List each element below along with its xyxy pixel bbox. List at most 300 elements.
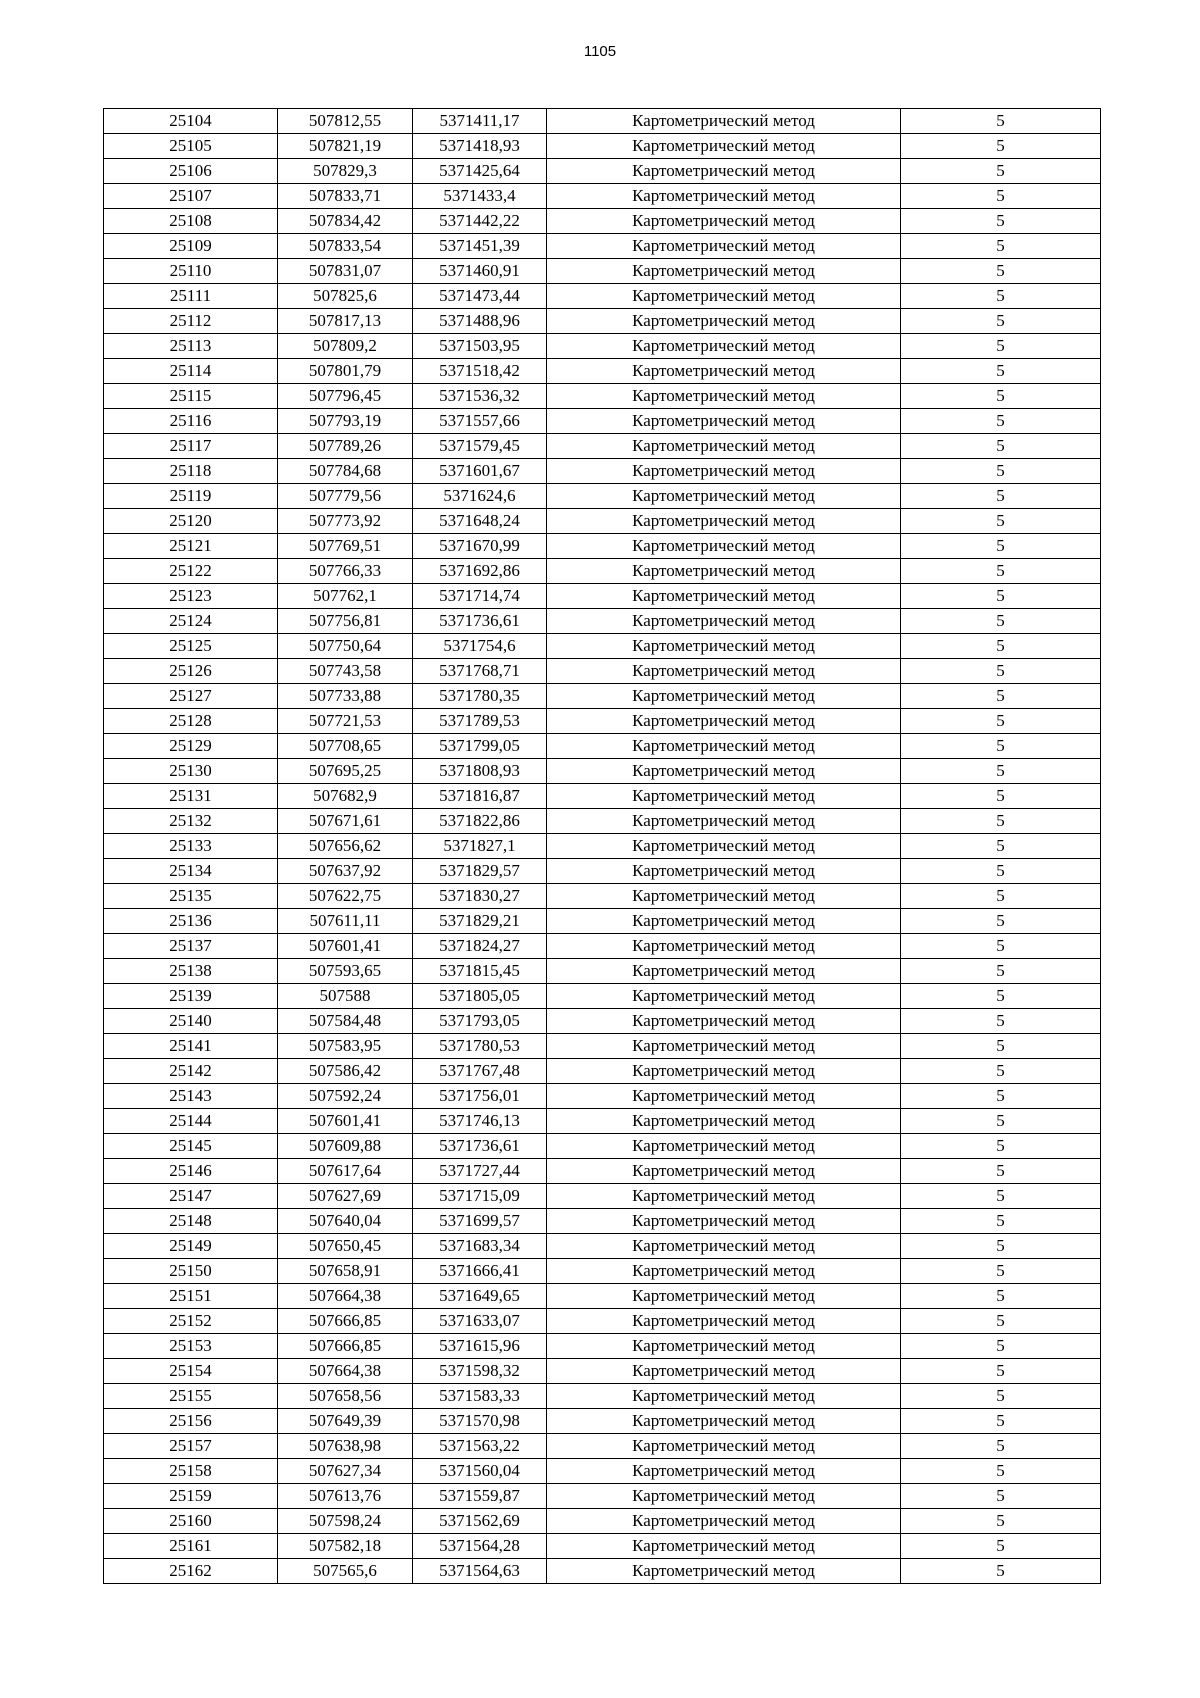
point-number-cell: 25147	[104, 1184, 278, 1209]
x-coordinate-cell: 507565,6	[278, 1559, 413, 1584]
x-coordinate-cell: 507601,41	[278, 1109, 413, 1134]
y-coordinate-cell: 5371799,05	[413, 734, 547, 759]
point-number-cell: 25157	[104, 1434, 278, 1459]
accuracy-cell: 5	[901, 1209, 1101, 1234]
table-row	[104, 1184, 1101, 1209]
x-coordinate-cell: 507601,41	[278, 934, 413, 959]
page-number: 1105	[583, 43, 617, 60]
method-cell: Картометрический метод	[547, 1134, 901, 1159]
table-row	[104, 409, 1101, 434]
accuracy-cell: 5	[901, 609, 1101, 634]
y-coordinate-cell: 5371411,17	[413, 109, 547, 134]
y-coordinate-cell: 5371805,05	[413, 984, 547, 1009]
table-row	[104, 559, 1101, 584]
x-coordinate-cell: 507622,75	[278, 884, 413, 909]
y-coordinate-cell: 5371816,87	[413, 784, 547, 809]
x-coordinate-cell: 507650,45	[278, 1234, 413, 1259]
accuracy-cell: 5	[901, 1309, 1101, 1334]
point-number-cell: 25115	[104, 384, 278, 409]
point-number-cell: 25108	[104, 209, 278, 234]
y-coordinate-cell: 5371557,66	[413, 409, 547, 434]
table-row	[104, 1409, 1101, 1434]
point-number-cell: 25132	[104, 809, 278, 834]
y-coordinate-cell: 5371699,57	[413, 1209, 547, 1234]
x-coordinate-cell: 507834,42	[278, 209, 413, 234]
x-coordinate-cell: 507666,85	[278, 1334, 413, 1359]
table-row	[104, 734, 1101, 759]
method-cell: Картометрический метод	[547, 984, 901, 1009]
accuracy-cell: 5	[901, 1484, 1101, 1509]
table-row	[104, 109, 1101, 134]
y-coordinate-cell: 5371536,32	[413, 384, 547, 409]
x-coordinate-cell: 507708,65	[278, 734, 413, 759]
y-coordinate-cell: 5371789,53	[413, 709, 547, 734]
method-cell: Картометрический метод	[547, 959, 901, 984]
point-number-cell: 25142	[104, 1059, 278, 1084]
point-number-cell: 25125	[104, 634, 278, 659]
coordinates-table-body	[104, 109, 1101, 1584]
y-coordinate-cell: 5371746,13	[413, 1109, 547, 1134]
point-number-cell: 25161	[104, 1534, 278, 1559]
method-cell: Картометрический метод	[547, 634, 901, 659]
x-coordinate-cell: 507583,95	[278, 1034, 413, 1059]
y-coordinate-cell: 5371780,35	[413, 684, 547, 709]
point-number-cell: 25128	[104, 709, 278, 734]
x-coordinate-cell: 507831,07	[278, 259, 413, 284]
method-cell: Картометрический метод	[547, 834, 901, 859]
table-row	[104, 1509, 1101, 1534]
table-row	[104, 609, 1101, 634]
table-row	[104, 1109, 1101, 1134]
table-row	[104, 684, 1101, 709]
method-cell: Картометрический метод	[547, 484, 901, 509]
x-coordinate-cell: 507784,68	[278, 459, 413, 484]
y-coordinate-cell: 5371598,32	[413, 1359, 547, 1384]
y-coordinate-cell: 5371727,44	[413, 1159, 547, 1184]
accuracy-cell: 5	[901, 1184, 1101, 1209]
x-coordinate-cell: 507812,55	[278, 109, 413, 134]
x-coordinate-cell: 507609,88	[278, 1134, 413, 1159]
accuracy-cell: 5	[901, 1109, 1101, 1134]
table-row	[104, 1134, 1101, 1159]
accuracy-cell: 5	[901, 1059, 1101, 1084]
x-coordinate-cell: 507627,69	[278, 1184, 413, 1209]
point-number-cell: 25124	[104, 609, 278, 634]
method-cell: Картометрический метод	[547, 159, 901, 184]
method-cell: Картометрический метод	[547, 684, 901, 709]
method-cell: Картометрический метод	[547, 1359, 901, 1384]
point-number-cell: 25110	[104, 259, 278, 284]
x-coordinate-cell: 507649,39	[278, 1409, 413, 1434]
method-cell: Картометрический метод	[547, 809, 901, 834]
point-number-cell: 25119	[104, 484, 278, 509]
method-cell: Картометрический метод	[547, 334, 901, 359]
method-cell: Картометрический метод	[547, 534, 901, 559]
method-cell: Картометрический метод	[547, 1534, 901, 1559]
point-number-cell: 25134	[104, 859, 278, 884]
method-cell: Картометрический метод	[547, 734, 901, 759]
y-coordinate-cell: 5371451,39	[413, 234, 547, 259]
accuracy-cell: 5	[901, 109, 1101, 134]
x-coordinate-cell: 507796,45	[278, 384, 413, 409]
method-cell: Картометрический метод	[547, 209, 901, 234]
y-coordinate-cell: 5371570,98	[413, 1409, 547, 1434]
table-row	[104, 384, 1101, 409]
coordinates-table	[103, 108, 1101, 1584]
table-row	[104, 634, 1101, 659]
x-coordinate-cell: 507833,54	[278, 234, 413, 259]
point-number-cell: 25155	[104, 1384, 278, 1409]
table-row	[104, 584, 1101, 609]
method-cell: Картометрический метод	[547, 234, 901, 259]
table-row	[104, 1159, 1101, 1184]
y-coordinate-cell: 5371793,05	[413, 1009, 547, 1034]
x-coordinate-cell: 507586,42	[278, 1059, 413, 1084]
y-coordinate-cell: 5371433,4	[413, 184, 547, 209]
method-cell: Картометрический метод	[547, 309, 901, 334]
point-number-cell: 25145	[104, 1134, 278, 1159]
y-coordinate-cell: 5371460,91	[413, 259, 547, 284]
y-coordinate-cell: 5371692,86	[413, 559, 547, 584]
point-number-cell: 25114	[104, 359, 278, 384]
method-cell: Картометрический метод	[547, 884, 901, 909]
method-cell: Картометрический метод	[547, 434, 901, 459]
accuracy-cell: 5	[901, 1334, 1101, 1359]
table-row	[104, 1284, 1101, 1309]
point-number-cell: 25148	[104, 1209, 278, 1234]
table-row	[104, 484, 1101, 509]
point-number-cell: 25159	[104, 1484, 278, 1509]
x-coordinate-cell: 507756,81	[278, 609, 413, 634]
method-cell: Картометрический метод	[547, 1284, 901, 1309]
table-row	[104, 1309, 1101, 1334]
point-number-cell: 25158	[104, 1459, 278, 1484]
table-row	[104, 984, 1101, 1009]
method-cell: Картометрический метод	[547, 759, 901, 784]
x-coordinate-cell: 507640,04	[278, 1209, 413, 1234]
y-coordinate-cell: 5371829,21	[413, 909, 547, 934]
method-cell: Картометрический метод	[547, 784, 901, 809]
point-number-cell: 25133	[104, 834, 278, 859]
accuracy-cell: 5	[901, 184, 1101, 209]
point-number-cell: 25146	[104, 1159, 278, 1184]
x-coordinate-cell: 507656,62	[278, 834, 413, 859]
y-coordinate-cell: 5371564,63	[413, 1559, 547, 1584]
point-number-cell: 25152	[104, 1309, 278, 1334]
method-cell: Картометрический метод	[547, 609, 901, 634]
point-number-cell: 25116	[104, 409, 278, 434]
y-coordinate-cell: 5371564,28	[413, 1534, 547, 1559]
table-row	[104, 209, 1101, 234]
table-row	[104, 1334, 1101, 1359]
x-coordinate-cell: 507817,13	[278, 309, 413, 334]
table-row	[104, 134, 1101, 159]
table-row	[104, 534, 1101, 559]
method-cell: Картометрический метод	[547, 134, 901, 159]
x-coordinate-cell: 507695,25	[278, 759, 413, 784]
x-coordinate-cell: 507666,85	[278, 1309, 413, 1334]
accuracy-cell: 5	[901, 234, 1101, 259]
accuracy-cell: 5	[901, 809, 1101, 834]
point-number-cell: 25136	[104, 909, 278, 934]
accuracy-cell: 5	[901, 334, 1101, 359]
y-coordinate-cell: 5371736,61	[413, 609, 547, 634]
y-coordinate-cell: 5371666,41	[413, 1259, 547, 1284]
accuracy-cell: 5	[901, 1159, 1101, 1184]
accuracy-cell: 5	[901, 634, 1101, 659]
x-coordinate-cell: 507762,1	[278, 584, 413, 609]
y-coordinate-cell: 5371768,71	[413, 659, 547, 684]
point-number-cell: 25111	[104, 284, 278, 309]
method-cell: Картометрический метод	[547, 1559, 901, 1584]
method-cell: Картометрический метод	[547, 1109, 901, 1134]
table-row	[104, 309, 1101, 334]
table-row	[104, 1384, 1101, 1409]
method-cell: Картометрический метод	[547, 1009, 901, 1034]
point-number-cell: 25126	[104, 659, 278, 684]
x-coordinate-cell: 507588	[278, 984, 413, 1009]
point-number-cell: 25150	[104, 1259, 278, 1284]
table-row	[104, 1459, 1101, 1484]
x-coordinate-cell: 507592,24	[278, 1084, 413, 1109]
method-cell: Картометрический метод	[547, 1259, 901, 1284]
point-number-cell: 25137	[104, 934, 278, 959]
y-coordinate-cell: 5371683,34	[413, 1234, 547, 1259]
x-coordinate-cell: 507750,64	[278, 634, 413, 659]
method-cell: Картометрический метод	[547, 1034, 901, 1059]
point-number-cell: 25139	[104, 984, 278, 1009]
method-cell: Картометрический метод	[547, 934, 901, 959]
x-coordinate-cell: 507658,91	[278, 1259, 413, 1284]
y-coordinate-cell: 5371670,99	[413, 534, 547, 559]
table-row	[104, 459, 1101, 484]
point-number-cell: 25104	[104, 109, 278, 134]
y-coordinate-cell: 5371518,42	[413, 359, 547, 384]
accuracy-cell: 5	[901, 1084, 1101, 1109]
method-cell: Картометрический метод	[547, 659, 901, 684]
accuracy-cell: 5	[901, 959, 1101, 984]
accuracy-cell: 5	[901, 859, 1101, 884]
x-coordinate-cell: 507766,33	[278, 559, 413, 584]
method-cell: Картометрический метод	[547, 259, 901, 284]
method-cell: Картометрический метод	[547, 1484, 901, 1509]
x-coordinate-cell: 507658,56	[278, 1384, 413, 1409]
accuracy-cell: 5	[901, 834, 1101, 859]
accuracy-cell: 5	[901, 1234, 1101, 1259]
point-number-cell: 25105	[104, 134, 278, 159]
method-cell: Картометрический метод	[547, 384, 901, 409]
method-cell: Картометрический метод	[547, 359, 901, 384]
accuracy-cell: 5	[901, 934, 1101, 959]
table-row	[104, 959, 1101, 984]
table-row	[104, 934, 1101, 959]
x-coordinate-cell: 507664,38	[278, 1284, 413, 1309]
y-coordinate-cell: 5371633,07	[413, 1309, 547, 1334]
accuracy-cell: 5	[901, 709, 1101, 734]
point-number-cell: 25122	[104, 559, 278, 584]
method-cell: Картометрический метод	[547, 859, 901, 884]
accuracy-cell: 5	[901, 1509, 1101, 1534]
x-coordinate-cell: 507733,88	[278, 684, 413, 709]
accuracy-cell: 5	[901, 434, 1101, 459]
point-number-cell: 25141	[104, 1034, 278, 1059]
point-number-cell: 25140	[104, 1009, 278, 1034]
table-row	[104, 659, 1101, 684]
table-row	[104, 884, 1101, 909]
accuracy-cell: 5	[901, 1434, 1101, 1459]
y-coordinate-cell: 5371601,67	[413, 459, 547, 484]
accuracy-cell: 5	[901, 1034, 1101, 1059]
accuracy-cell: 5	[901, 459, 1101, 484]
accuracy-cell: 5	[901, 784, 1101, 809]
table-row	[104, 1259, 1101, 1284]
x-coordinate-cell: 507789,26	[278, 434, 413, 459]
point-number-cell: 25160	[104, 1509, 278, 1534]
accuracy-cell: 5	[901, 734, 1101, 759]
accuracy-cell: 5	[901, 1384, 1101, 1409]
table-row	[104, 509, 1101, 534]
accuracy-cell: 5	[901, 509, 1101, 534]
point-number-cell: 25144	[104, 1109, 278, 1134]
x-coordinate-cell: 507829,3	[278, 159, 413, 184]
y-coordinate-cell: 5371560,04	[413, 1459, 547, 1484]
y-coordinate-cell: 5371824,27	[413, 934, 547, 959]
point-number-cell: 25127	[104, 684, 278, 709]
accuracy-cell: 5	[901, 684, 1101, 709]
point-number-cell: 25117	[104, 434, 278, 459]
x-coordinate-cell: 507611,11	[278, 909, 413, 934]
method-cell: Картометрический метод	[547, 1209, 901, 1234]
table-row	[104, 1009, 1101, 1034]
point-number-cell: 25156	[104, 1409, 278, 1434]
x-coordinate-cell: 507809,2	[278, 334, 413, 359]
x-coordinate-cell: 507721,53	[278, 709, 413, 734]
accuracy-cell: 5	[901, 1259, 1101, 1284]
accuracy-cell: 5	[901, 209, 1101, 234]
x-coordinate-cell: 507769,51	[278, 534, 413, 559]
accuracy-cell: 5	[901, 884, 1101, 909]
method-cell: Картометрический метод	[547, 459, 901, 484]
accuracy-cell: 5	[901, 384, 1101, 409]
y-coordinate-cell: 5371503,95	[413, 334, 547, 359]
accuracy-cell: 5	[901, 1409, 1101, 1434]
accuracy-cell: 5	[901, 1559, 1101, 1584]
table-row	[104, 1059, 1101, 1084]
y-coordinate-cell: 5371754,6	[413, 634, 547, 659]
table-row	[104, 1234, 1101, 1259]
method-cell: Картометрический метод	[547, 1334, 901, 1359]
x-coordinate-cell: 507582,18	[278, 1534, 413, 1559]
table-row	[104, 434, 1101, 459]
y-coordinate-cell: 5371714,74	[413, 584, 547, 609]
accuracy-cell: 5	[901, 484, 1101, 509]
table-row	[104, 1084, 1101, 1109]
y-coordinate-cell: 5371473,44	[413, 284, 547, 309]
x-coordinate-cell: 507664,38	[278, 1359, 413, 1384]
method-cell: Картометрический метод	[547, 1409, 901, 1434]
x-coordinate-cell: 507821,19	[278, 134, 413, 159]
y-coordinate-cell: 5371649,65	[413, 1284, 547, 1309]
x-coordinate-cell: 507637,92	[278, 859, 413, 884]
accuracy-cell: 5	[901, 409, 1101, 434]
point-number-cell: 25151	[104, 1284, 278, 1309]
x-coordinate-cell: 507773,92	[278, 509, 413, 534]
point-number-cell: 25123	[104, 584, 278, 609]
point-number-cell: 25112	[104, 309, 278, 334]
point-number-cell: 25109	[104, 234, 278, 259]
table-row	[104, 1359, 1101, 1384]
accuracy-cell: 5	[901, 559, 1101, 584]
method-cell: Картометрический метод	[547, 709, 901, 734]
x-coordinate-cell: 507584,48	[278, 1009, 413, 1034]
x-coordinate-cell: 507793,19	[278, 409, 413, 434]
method-cell: Картометрический метод	[547, 184, 901, 209]
table-row	[104, 909, 1101, 934]
x-coordinate-cell: 507779,56	[278, 484, 413, 509]
y-coordinate-cell: 5371715,09	[413, 1184, 547, 1209]
point-number-cell: 25135	[104, 884, 278, 909]
x-coordinate-cell: 507833,71	[278, 184, 413, 209]
table-row	[104, 234, 1101, 259]
table-row	[104, 334, 1101, 359]
x-coordinate-cell: 507638,98	[278, 1434, 413, 1459]
method-cell: Картометрический метод	[547, 1234, 901, 1259]
y-coordinate-cell: 5371579,45	[413, 434, 547, 459]
table-row	[104, 284, 1101, 309]
table-row	[104, 1434, 1101, 1459]
x-coordinate-cell: 507627,34	[278, 1459, 413, 1484]
x-coordinate-cell: 507682,9	[278, 784, 413, 809]
accuracy-cell: 5	[901, 259, 1101, 284]
point-number-cell: 25162	[104, 1559, 278, 1584]
y-coordinate-cell: 5371767,48	[413, 1059, 547, 1084]
table-row	[104, 759, 1101, 784]
y-coordinate-cell: 5371562,69	[413, 1509, 547, 1534]
table-row	[104, 859, 1101, 884]
x-coordinate-cell: 507593,65	[278, 959, 413, 984]
table-row	[104, 159, 1101, 184]
point-number-cell: 25120	[104, 509, 278, 534]
table-row	[104, 1209, 1101, 1234]
method-cell: Картометрический метод	[547, 1084, 901, 1109]
method-cell: Картометрический метод	[547, 1434, 901, 1459]
method-cell: Картометрический метод	[547, 584, 901, 609]
method-cell: Картометрический метод	[547, 509, 901, 534]
point-number-cell: 25129	[104, 734, 278, 759]
y-coordinate-cell: 5371815,45	[413, 959, 547, 984]
accuracy-cell: 5	[901, 1134, 1101, 1159]
method-cell: Картометрический метод	[547, 1159, 901, 1184]
x-coordinate-cell: 507617,64	[278, 1159, 413, 1184]
table-row	[104, 184, 1101, 209]
y-coordinate-cell: 5371736,61	[413, 1134, 547, 1159]
accuracy-cell: 5	[901, 659, 1101, 684]
method-cell: Картометрический метод	[547, 1459, 901, 1484]
table-row	[104, 784, 1101, 809]
point-number-cell: 25143	[104, 1084, 278, 1109]
y-coordinate-cell: 5371780,53	[413, 1034, 547, 1059]
x-coordinate-cell: 507598,24	[278, 1509, 413, 1534]
y-coordinate-cell: 5371442,22	[413, 209, 547, 234]
x-coordinate-cell: 507671,61	[278, 809, 413, 834]
point-number-cell: 25121	[104, 534, 278, 559]
point-number-cell: 25106	[104, 159, 278, 184]
y-coordinate-cell: 5371425,64	[413, 159, 547, 184]
accuracy-cell: 5	[901, 1459, 1101, 1484]
accuracy-cell: 5	[901, 909, 1101, 934]
y-coordinate-cell: 5371563,22	[413, 1434, 547, 1459]
y-coordinate-cell: 5371756,01	[413, 1084, 547, 1109]
